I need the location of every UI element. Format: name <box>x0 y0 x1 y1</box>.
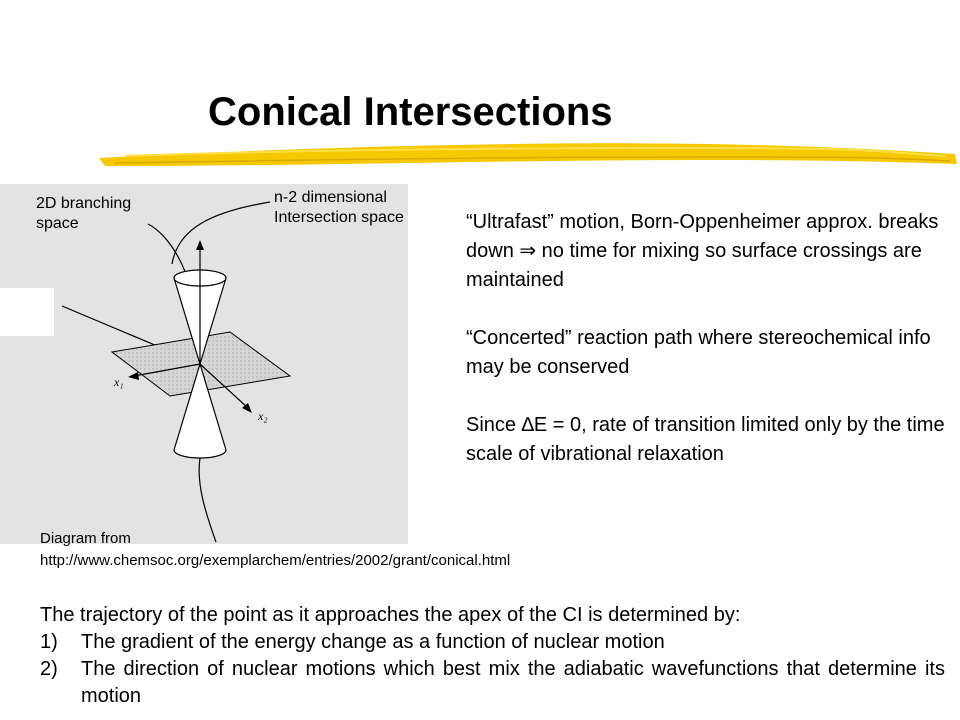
credit-url: http://www.chemsoc.org/exemplarchem/entries/2002/grant/conical.html <box>40 552 511 569</box>
list-number: 1) <box>40 631 58 653</box>
intersection-leader-line <box>172 202 270 264</box>
diagram-credit <box>40 528 510 572</box>
list-number: 2) <box>40 658 58 680</box>
intersection-space-label <box>274 188 404 228</box>
trajectory-section <box>40 602 945 710</box>
list-text: The direction of nuclear motions which best mix the adiabatic wavefunctions that determine its motion <box>81 658 945 707</box>
list-item <box>40 629 945 656</box>
trajectory-list <box>40 629 945 710</box>
intersection-label-line-1: n-2 dimensional <box>274 189 387 206</box>
slide-title: Conical Intersections <box>208 90 613 134</box>
trajectory-intro: The trajectory of the point as it approaches the apex of the CI is determined by: <box>40 604 741 626</box>
title-underline-brushstroke <box>95 136 960 176</box>
point-concerted: “Concerted” reaction path where stereochemical info may be conserved <box>466 327 931 378</box>
list-text: The gradient of the energy change as a function of nuclear motion <box>81 631 665 653</box>
x2-axis-label: x₂ <box>258 409 268 423</box>
conical-intersection-diagram <box>0 184 410 544</box>
x1-axis-label: x₁ <box>114 375 124 389</box>
key-points <box>466 208 946 469</box>
point-ultrafast: “Ultrafast” motion, Born-Oppenheimer approx. breaks down ⇒ no time for mixing so surface crossings are maintained <box>466 211 939 291</box>
branching-space-label: 2D branching space <box>36 195 132 232</box>
credit-label: Diagram from <box>40 530 131 547</box>
list-item <box>40 656 945 710</box>
intersection-label-line-2: Intersection space <box>274 209 404 226</box>
point-delta-e: Since ∆E = 0, rate of transition limited only by the time scale of vibrational relaxation <box>466 414 945 465</box>
